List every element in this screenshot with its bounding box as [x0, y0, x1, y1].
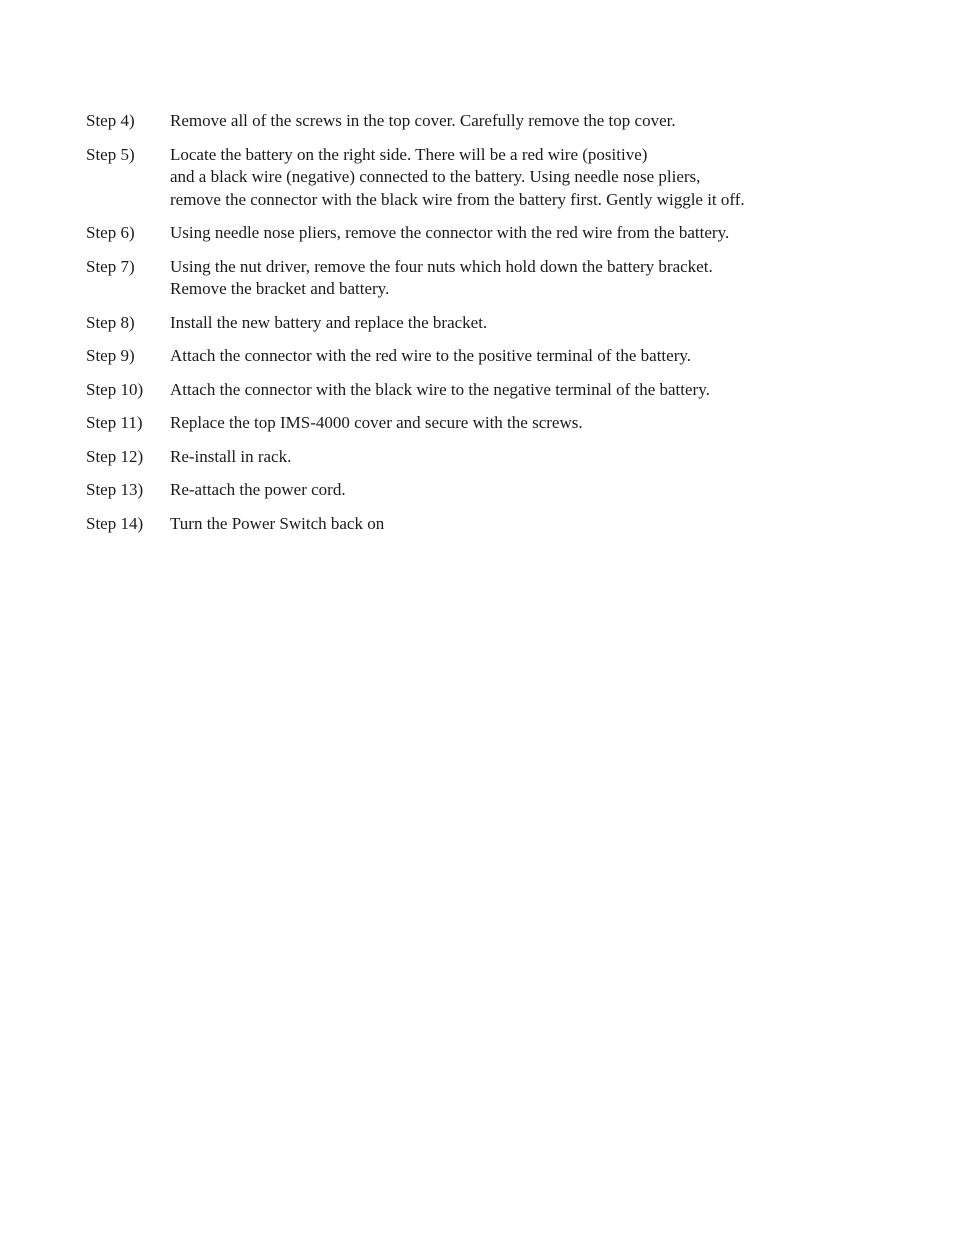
- step-item: [86, 345, 926, 368]
- step-text: Install the new battery and replace the bracket.: [170, 312, 488, 332]
- step-text: Attach the connector with the red wire to the positive terminal of the battery.: [170, 346, 691, 365]
- step-item: [86, 222, 926, 245]
- step-label: Step 5): [86, 144, 135, 164]
- step-text: Attach the connector with the black wire to the negative terminal of the battery.: [170, 379, 710, 399]
- step-text: Replace the top IMS-4000 cover and secure with the screws.: [170, 413, 583, 432]
- step-label: Step 13): [86, 480, 144, 499]
- step-label: Step 14): [86, 513, 144, 533]
- step-item: [86, 412, 926, 435]
- step-item: [86, 110, 926, 133]
- step-label: Step 9): [86, 346, 135, 365]
- step-text: Re-attach the power cord.: [170, 480, 346, 499]
- step-label: Step 12): [86, 446, 144, 466]
- step-item: [86, 312, 926, 335]
- step-label: Step 10): [86, 379, 144, 399]
- step-item: [86, 513, 926, 536]
- step-item: [86, 446, 926, 469]
- step-text: Locate the battery on the right side. There will be a red wire (positive) and a black wire (negative) connected to the battery. Using needle nose pliers, remove the connector with the black wire from the battery first. Gently wiggle it off.: [170, 144, 745, 209]
- step-text: Re-install in rack.: [170, 446, 292, 466]
- step-label: Step 8): [86, 312, 135, 332]
- step-label: Step 11): [86, 413, 143, 432]
- step-text: Using the nut driver, remove the four nuts which hold down the battery bracket. Remove the bracket and battery.: [170, 256, 713, 298]
- step-item: [86, 479, 926, 502]
- step-item: [86, 379, 926, 402]
- step-label: Step 6): [86, 223, 135, 242]
- step-text: Turn the Power Switch back on: [170, 513, 385, 533]
- step-item: [86, 144, 926, 212]
- step-text: Using needle nose pliers, remove the connector with the red wire from the battery.: [170, 223, 730, 242]
- step-list: [86, 110, 926, 546]
- step-label: Step 4): [86, 111, 135, 130]
- step-text: Remove all of the screws in the top cover. Carefully remove the top cover.: [170, 111, 676, 130]
- step-item: [86, 256, 926, 301]
- step-label: Step 7): [86, 256, 135, 276]
